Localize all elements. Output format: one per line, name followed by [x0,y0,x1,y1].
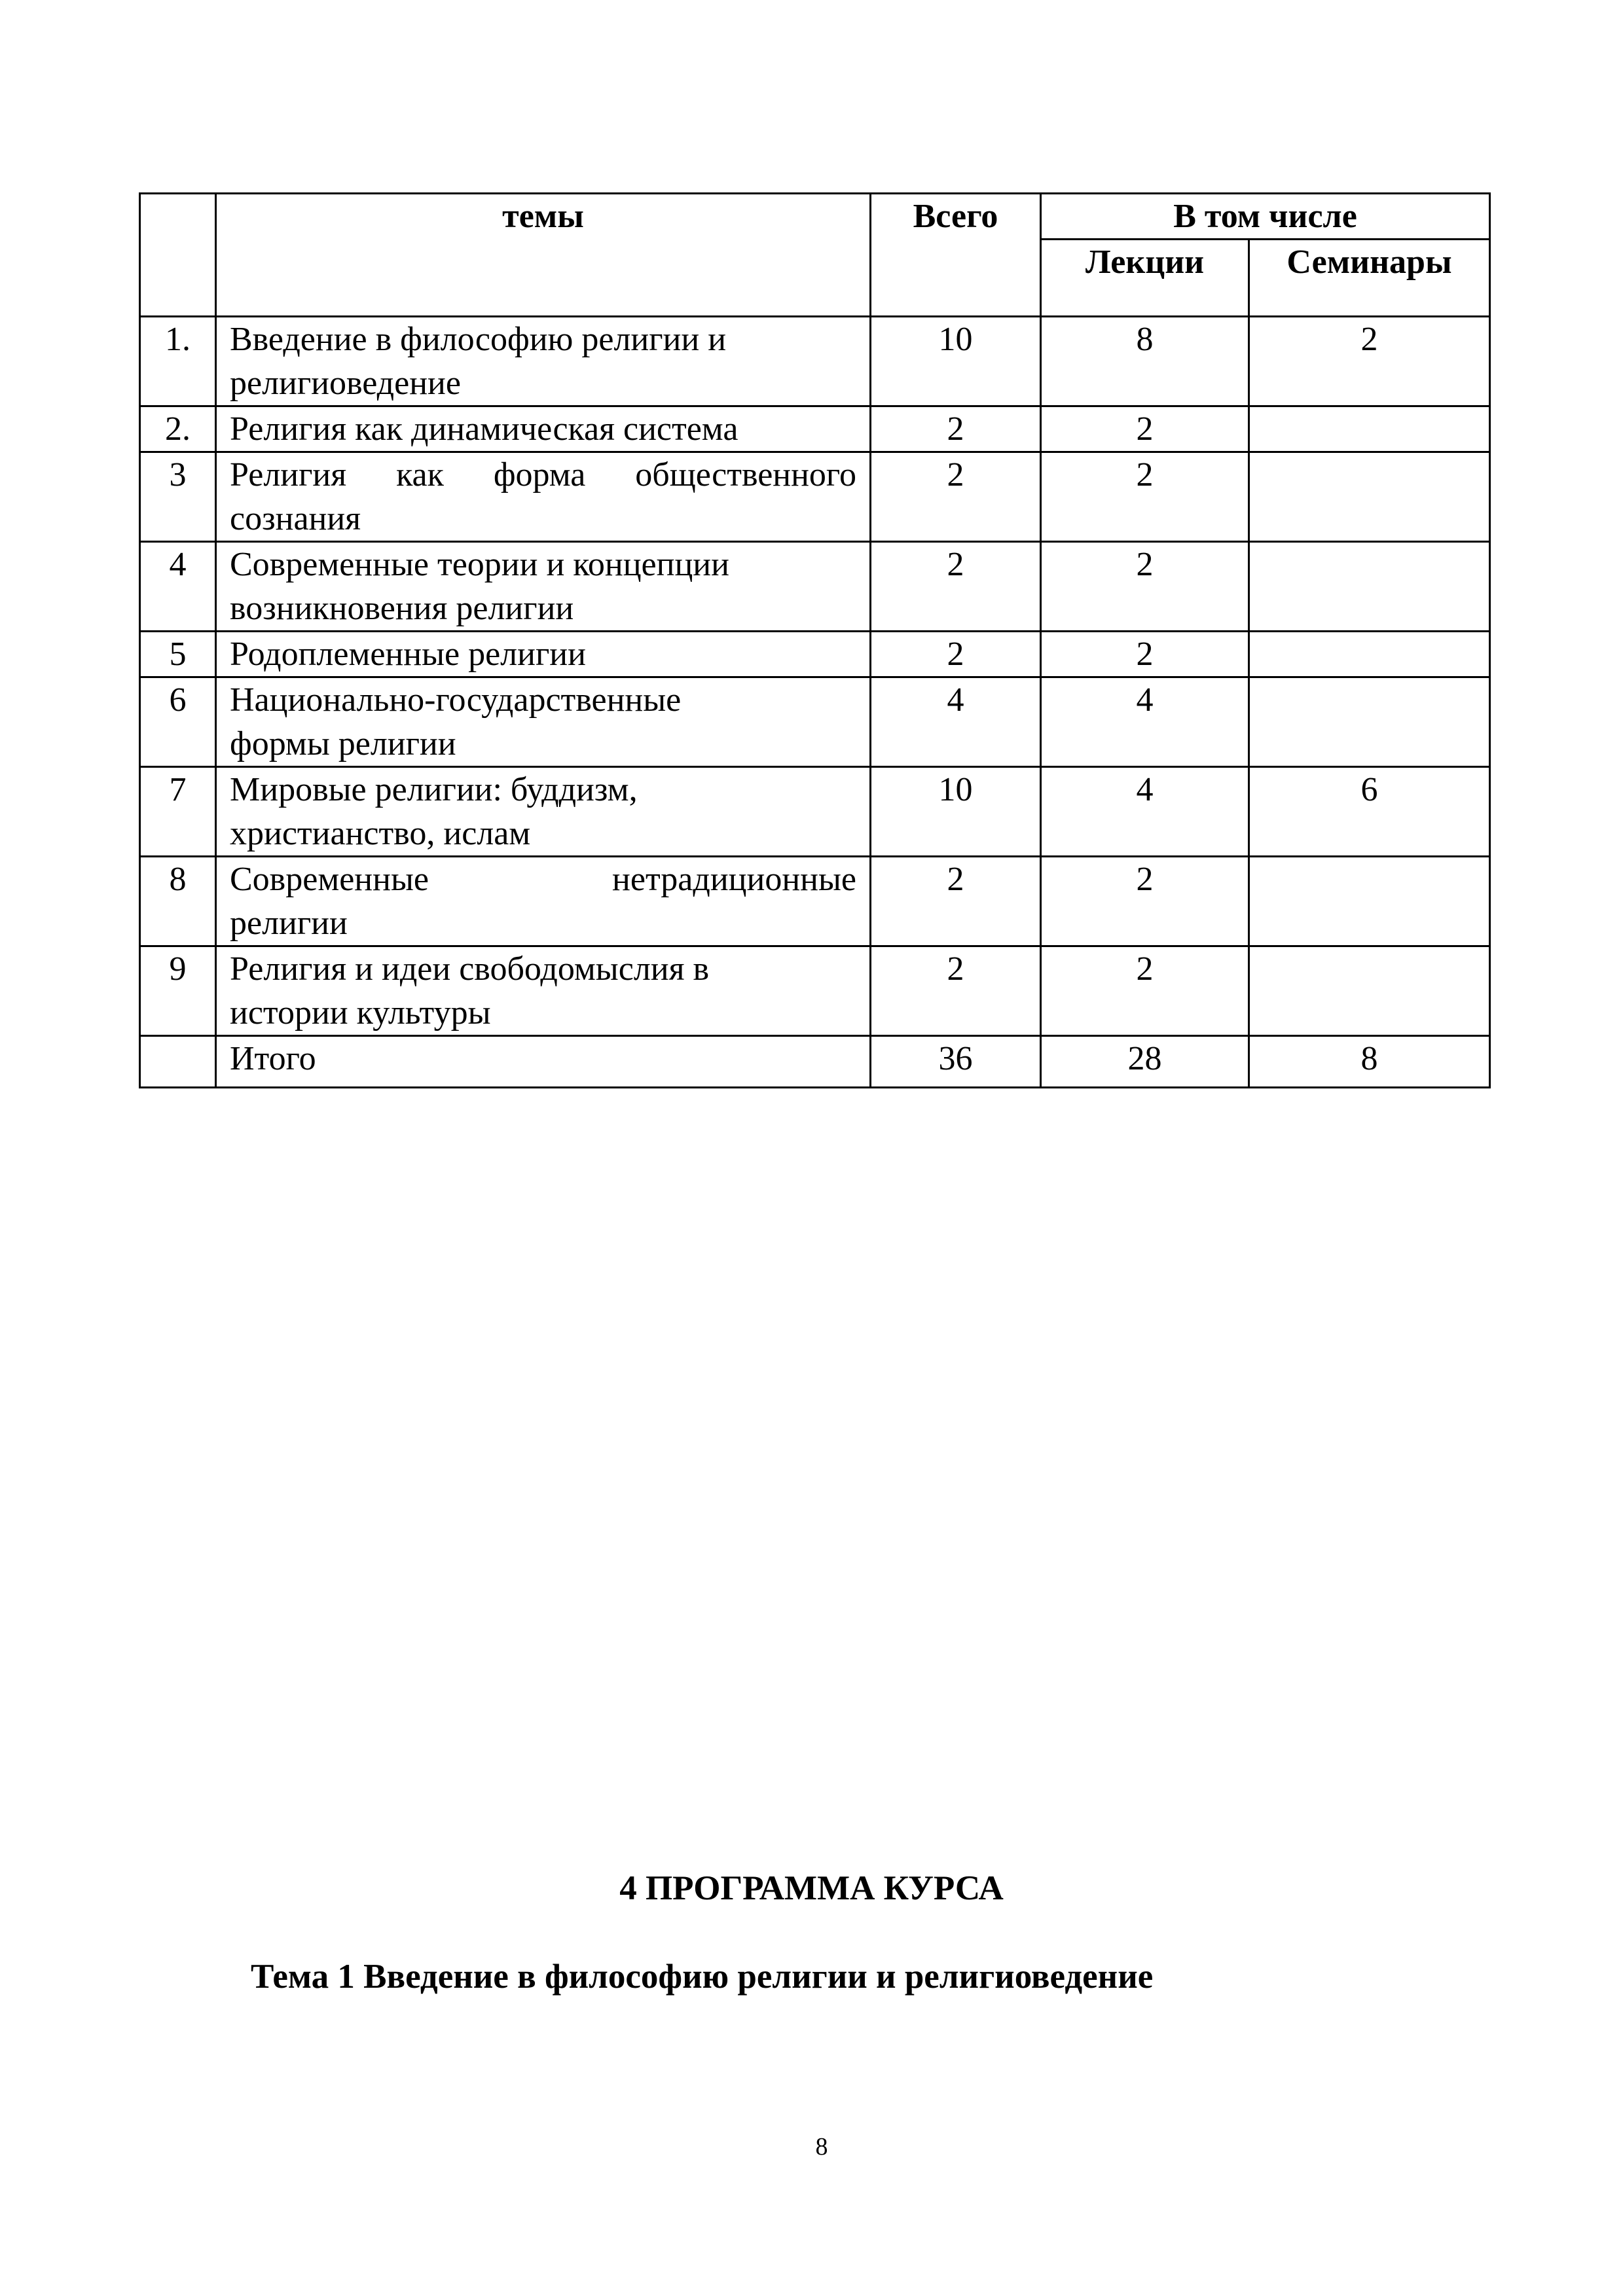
row-seminars: 2 [1249,317,1490,406]
table-row [140,946,1490,1036]
row-seminars [1249,857,1490,946]
row-seminars: 6 [1249,767,1490,857]
topic-line: Современные теории и концепции [230,546,729,583]
row-topic [216,452,871,542]
section-title: 4 ПРОГРАММА КУРСА [619,1869,1004,1907]
topic-word: Современные [230,861,429,898]
topic-line: христианство, ислам [230,815,531,852]
topic-line: истории культуры [230,994,491,1031]
row-number: 4 [140,542,216,632]
row-lectures: 2 [1041,452,1249,542]
table-row [140,542,1490,632]
table-row [140,767,1490,857]
header-lectures: Лекции [1041,240,1249,317]
row-number: 5 [140,632,216,677]
topic-line: религии [230,905,348,942]
row-seminars [1249,542,1490,632]
topic-line [230,453,856,497]
row-number: 6 [140,677,216,767]
topic-word: общественного [635,456,856,493]
row-total: 10 [871,317,1041,406]
row-topic [216,677,871,767]
table-row [140,406,1490,452]
table-row [140,857,1490,946]
row-total: 4 [871,677,1041,767]
totals-total: 36 [871,1036,1041,1088]
topic-line: Родоплеменные религии [230,636,586,673]
table-row [140,632,1490,677]
row-number: 9 [140,946,216,1036]
row-total: 2 [871,542,1041,632]
row-number: 8 [140,857,216,946]
row-lectures: 2 [1041,632,1249,677]
topic-line: Введение в философию религии и [230,321,727,358]
row-lectures: 8 [1041,317,1249,406]
row-lectures: 4 [1041,767,1249,857]
topic-line: религиоведение [230,365,461,402]
header-number-cell [140,194,216,317]
topic-line: Религия как динамическая система [230,410,739,448]
row-topic [216,317,871,406]
row-topic [216,406,871,452]
topic-word: форма [493,456,586,493]
header-total: Всего [871,194,1041,317]
topic-word: как [396,456,444,493]
row-seminars [1249,677,1490,767]
page-number: 8 [815,2133,828,2161]
header-including: В том числе [1041,194,1490,240]
topic-line: формы религии [230,725,456,762]
row-topic [216,767,871,857]
table-totals-row [140,1036,1490,1088]
row-total: 2 [871,857,1041,946]
table-row [140,317,1490,406]
row-seminars [1249,946,1490,1036]
row-topic [216,542,871,632]
row-lectures: 4 [1041,677,1249,767]
row-seminars [1249,406,1490,452]
header-topics: темы [216,194,871,317]
totals-number-cell [140,1036,216,1088]
row-number: 7 [140,767,216,857]
topic-line: возникновения религии [230,590,574,627]
row-lectures: 2 [1041,542,1249,632]
table-row [140,452,1490,542]
totals-lectures: 28 [1041,1036,1249,1088]
table-row [140,677,1490,767]
table-header-row [140,194,1490,240]
header-seminars: Семинары [1249,240,1490,317]
topic-line [230,857,856,901]
row-total: 10 [871,767,1041,857]
row-seminars [1249,632,1490,677]
topic-line: Религия и идеи свободомыслия в [230,950,710,988]
topic-line: Мировые религии: буддизм, [230,771,638,808]
row-total: 2 [871,632,1041,677]
row-total: 2 [871,452,1041,542]
row-lectures: 2 [1041,857,1249,946]
topic-line: сознания [230,500,361,537]
course-plan-table [139,192,1491,1088]
row-number: 1. [140,317,216,406]
topic-word: Религия [230,456,347,493]
topic-word: нетрадиционные [612,861,856,898]
row-total: 2 [871,946,1041,1036]
totals-label: Итого [216,1036,871,1088]
row-topic [216,946,871,1036]
row-topic [216,632,871,677]
row-number: 3 [140,452,216,542]
row-total: 2 [871,406,1041,452]
topic-heading: Тема 1 Введение в философию религии и религиоведение [251,1958,1154,1996]
row-lectures: 2 [1041,946,1249,1036]
row-lectures: 2 [1041,406,1249,452]
topic-line: Национально-государственные [230,681,682,719]
row-number: 2. [140,406,216,452]
row-seminars [1249,452,1490,542]
row-topic [216,857,871,946]
totals-seminars: 8 [1249,1036,1490,1088]
